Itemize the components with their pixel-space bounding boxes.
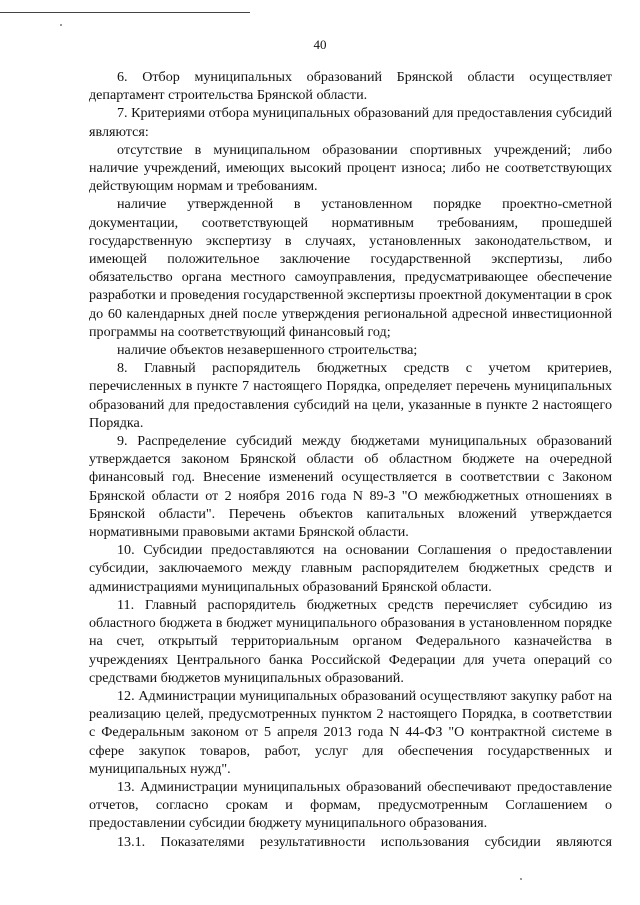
criterion-unfinished-construction: наличие объектов незавершенного строительства; [117,342,418,359]
scan-speck [520,878,522,880]
paragraph-8: 8. Главный распорядитель бюджетных средств с учетом критериев, перечисленных в пункте 7 настоящего Порядка, определяет перечень муниципальных образований для предоставления субсидий на цели, указанные в пункте 2 настоящего Порядка. [89,360,612,431]
paragraph-12: 12. Администрации муниципальных образований осуществляют закупку работ на реализацию целей, предусмотренных пунктом 2 настоящего Порядка, в соответствии с Федеральным законом от 5 апреля 2013 года N 44-ФЗ "О контрактной системе в сфере закупок товаров, работ, услуг для обеспечения государственных и муниципальных нужд". [89,687,612,777]
paragraph-7: 7. Критериями отбора муниципальных образований для предоставления субсидий являются: [89,105,612,140]
criterion-sports-facilities: отсутствие в муниципальном образовании спортивных учреждений; либо наличие учреждений, имеющих высокий процент износа; либо не соответствующих действующим нормам и требованиям. [89,141,612,195]
paragraph-13-1: 13.1. Показателями результативности использования субсидии являются [117,833,612,850]
paragraph-6: 6. Отбор муниципальных образований Брянской области осуществляет департамент строительства Брянской области. [89,69,612,104]
document-body [89,68,612,851]
paragraph-13: 13. Администрации муниципальных образований обеспечивают предоставление отчетов, согласно срокам и формам, предусмотренным Соглашением о предоставлении субсидии бюджету муниципального образования. [89,778,612,832]
criterion-project-documentation: наличие утвержденной в установленном порядке проектно-сметной документации, соответствующей нормативным требованиям, прошедшей государственную экспертизу в случаях, установленных законодательством, и имеющей положительное заключение государственной экспертизы, либо обязательство органа местного самоуправления, предусматривающее обеспечение разработки и проведения государственной экспертизы проектной документации в срок до 60 календарных дней после утверждения региональной адресной инвестиционной программы на соответствующий финансовый год; [89,196,612,340]
scan-speck [60,24,62,26]
paragraph-10: 10. Субсидии предоставляются на основании Соглашения о предоставлении субсидии, заключаемого между главным распорядителем бюджетных средств и администрациями муниципальных образований Брянской области. [89,542,612,595]
page-number: 40 [313,37,327,52]
top-scan-rule [0,12,250,13]
paragraph-11: 11. Главный распорядитель бюджетных средств перечисляет субсидию из областного бюджета в бюджет муниципального образования в установленном порядке на счет, открытый территориальным органом Федерального казначейства в учреждениях Центрального банка Российской Федерации для учета операций со средствами бюджетов муниципальных образований. [89,596,612,686]
paragraph-9: 9. Распределение субсидий между бюджетами муниципальных образований утверждается законом Брянской области об областном бюджете на очередной финансовый год. Внесение изменений осуществляется в соответствии с Законом Брянской области от 2 ноября 2016 года N 89-З "О межбюджетных отношениях в Брянской области". Перечень объектов капитальных вложений утверждается нормативными правовыми актами Брянской области. [89,433,612,541]
